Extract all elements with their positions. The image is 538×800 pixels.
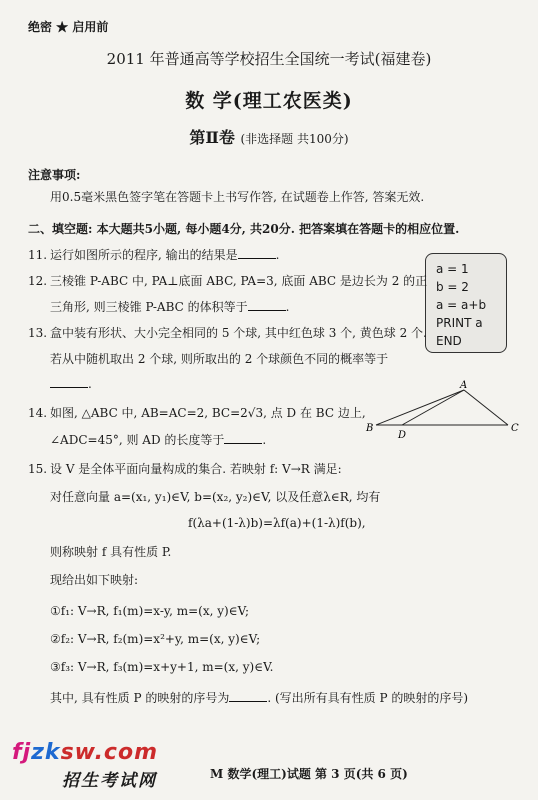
question-15-line-1: [28, 460, 342, 477]
question-text: 盒中装有形状、大小完全相同的 5 个球, 其中红色球 3 个, 黄色球 2 个.: [50, 326, 427, 340]
point-d-label: D: [398, 430, 407, 440]
answer-blank: [224, 432, 262, 444]
page-footer: M 数学(理工)试题 第 3 页(共 6 页): [210, 767, 408, 781]
section-heading: 二、填空题: 本大题共5小题, 每小题4分, 共20分. 把答案填在答题卡的相应位置.: [28, 222, 460, 236]
program-box: [425, 253, 507, 353]
program-line: a = 1: [436, 262, 469, 276]
question-text: 运行如图所示的程序, 输出的结果是: [50, 248, 238, 262]
vertex-c-label: C: [511, 423, 519, 434]
volume-note: (非选择题 共100分): [240, 132, 349, 146]
question-13-line-1: [28, 324, 427, 341]
question-14-line-1: [28, 404, 366, 421]
volume-title: [0, 125, 538, 148]
question-end: .: [275, 248, 280, 262]
question-text: 三角形, 则三棱锥 P-ABC 的体积等于: [50, 300, 248, 314]
notice-text: 用0.5毫米黑色签字笔在答题卡上书写作答, 在试题卷上作答, 答案无效.: [50, 190, 425, 204]
question-number: 14.: [28, 406, 48, 420]
subject-title: 数 学(理工农医类): [185, 90, 353, 112]
logo-part: .com: [94, 740, 159, 765]
question-text: 设 V 是全体平面向量构成的集合. 若映射 f: V→R 满足:: [50, 462, 342, 476]
watermark-logo: [12, 740, 158, 765]
question-15-line-2: 对任意向量 a=(x₁, y₁)∈V, b=(x₂, y₂)∈V, 以及任意λ∈R, 均有: [50, 490, 381, 504]
answer-blank: [229, 690, 267, 702]
mapping-2: ②f₂: V→R, f₂(m)=x²+y, m=(x, y)∈V;: [50, 632, 261, 646]
question-15-line-6: [50, 689, 468, 706]
question-12-line-1: [28, 272, 427, 289]
question-number: 15.: [28, 462, 48, 476]
side-ac: [464, 390, 508, 425]
question-13-line-2: [50, 350, 388, 367]
answer-blank: [248, 299, 286, 311]
program-line: b = 2: [436, 280, 469, 294]
question-note: . (写出所有具有性质 P 的映射的序号): [267, 691, 469, 705]
vertex-b-label: B: [366, 423, 374, 434]
question-end: .: [285, 300, 290, 314]
logo-part: fj: [12, 740, 32, 765]
vertex-a-label: A: [460, 380, 468, 391]
question-15-line-4: 则称映射 f 具有性质 P.: [50, 545, 172, 559]
program-line: END: [436, 334, 462, 348]
question-11: [28, 246, 279, 263]
question-15-formula: f(λa+(1-λ)b)=λf(a)+(1-λ)f(b),: [188, 516, 366, 530]
question-14-line-2: [50, 431, 266, 448]
notice-heading: 注意事项:: [28, 168, 81, 182]
question-end: .: [262, 433, 267, 447]
program-line: PRINT a: [436, 316, 483, 330]
watermark-slogan: 招生考试网: [62, 771, 157, 791]
program-line: a = a+b: [436, 298, 487, 312]
question-text: ∠ADC=45°, 则 AD 的长度等于: [50, 433, 225, 447]
question-text: 三棱锥 P-ABC 中, PA⊥底面 ABC, PA=3, 底面 ABC 是边长为 2 的正: [50, 274, 428, 288]
segment-ad: [402, 390, 464, 425]
question-12-line-2: [50, 298, 289, 315]
question-13-line-3: [50, 376, 92, 391]
confidential-label: 绝密 ★ 启用前: [28, 20, 109, 34]
question-end: .: [88, 377, 92, 391]
question-number: 11.: [28, 248, 48, 262]
triangle-figure: [360, 380, 520, 440]
question-text: 如图, △ABC 中, AB=AC=2, BC=2√3, 点 D 在 BC 边上,: [50, 406, 366, 420]
answer-blank: [238, 247, 276, 259]
question-number: 12.: [28, 274, 48, 288]
question-text: 其中, 具有性质 P 的映射的序号为: [50, 691, 230, 705]
logo-part: zk: [31, 740, 61, 765]
exam-title: 2011 年普通高等学校招生全国统一考试(福建卷): [106, 50, 432, 68]
mapping-3: ③f₃: V→R, f₃(m)=x+y+1, m=(x, y)∈V.: [50, 660, 274, 674]
answer-blank: [50, 376, 88, 388]
question-15-line-5: 现给出如下映射:: [50, 573, 139, 587]
mapping-1: ①f₁: V→R, f₁(m)=x-y, m=(x, y)∈V;: [50, 604, 250, 618]
side-ab: [376, 390, 464, 425]
logo-part: sw: [60, 740, 95, 765]
volume-label: 第Ⅱ卷: [189, 128, 235, 147]
question-number: 13.: [28, 326, 48, 340]
question-text: 若从中随机取出 2 个球, 则所取出的 2 个球颜色不同的概率等于: [50, 352, 389, 366]
